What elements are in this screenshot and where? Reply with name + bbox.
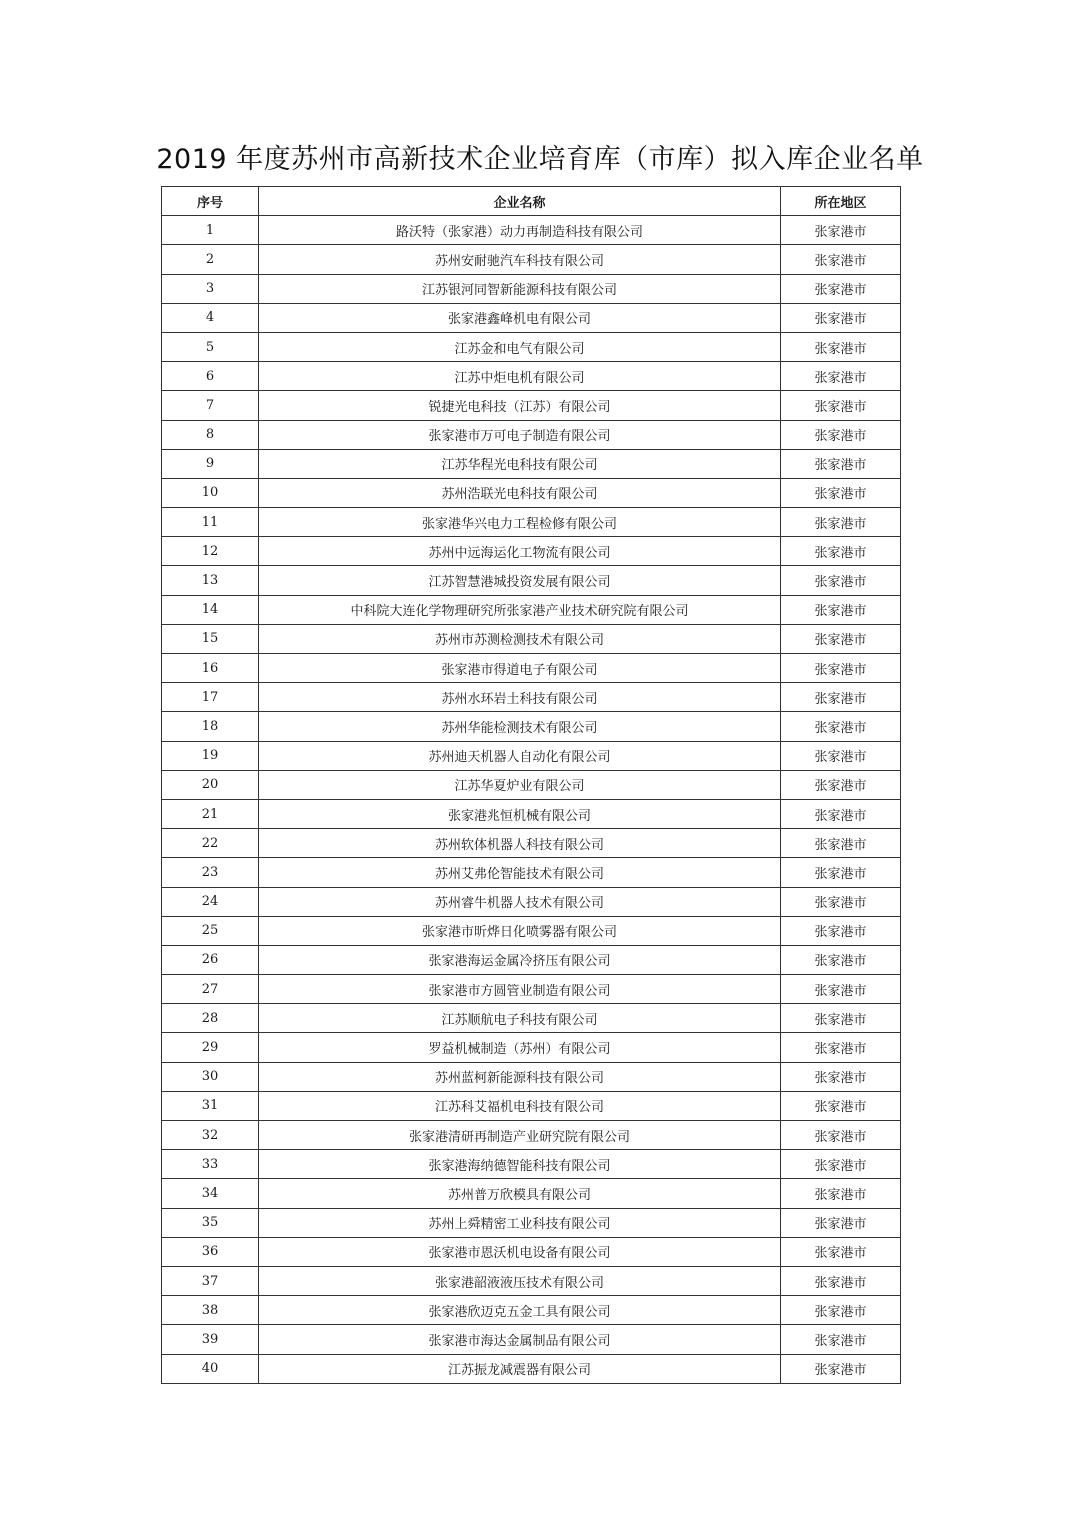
row-number-cell: 13	[162, 566, 259, 595]
enterprise-name-cell: 江苏金和电气有限公司	[259, 332, 781, 361]
enterprise-name-cell: 张家港市昕烨日化喷雾器有限公司	[259, 916, 781, 945]
table-row	[162, 741, 901, 770]
table-row	[162, 887, 901, 916]
row-number-cell: 22	[162, 829, 259, 858]
table-row	[162, 654, 901, 683]
region-cell: 张家港市	[781, 712, 901, 741]
enterprise-name-cell: 张家港清研再制造产业研究院有限公司	[259, 1121, 781, 1150]
row-number-cell: 1	[162, 216, 259, 245]
row-number-cell: 23	[162, 858, 259, 887]
row-number-cell: 35	[162, 1208, 259, 1237]
table-row	[162, 975, 901, 1004]
row-number-cell: 30	[162, 1062, 259, 1091]
enterprise-name-cell: 张家港韶液液压技术有限公司	[259, 1266, 781, 1295]
table-row	[162, 1004, 901, 1033]
region-cell: 张家港市	[781, 274, 901, 303]
table-row	[162, 537, 901, 566]
enterprise-name-cell: 苏州软体机器人科技有限公司	[259, 829, 781, 858]
table-row	[162, 683, 901, 712]
region-cell: 张家港市	[781, 566, 901, 595]
table-row	[162, 858, 901, 887]
enterprise-name-cell: 苏州中远海运化工物流有限公司	[259, 537, 781, 566]
table-row	[162, 1354, 901, 1383]
row-number-cell: 16	[162, 654, 259, 683]
table-header-row	[162, 187, 901, 216]
enterprise-name-cell: 江苏华程光电科技有限公司	[259, 449, 781, 478]
row-number-cell: 6	[162, 362, 259, 391]
enterprise-name-cell: 锐捷光电科技（江苏）有限公司	[259, 391, 781, 420]
row-number-cell: 25	[162, 916, 259, 945]
row-number-cell: 20	[162, 770, 259, 799]
column-header-name: 企业名称	[259, 187, 781, 216]
region-cell: 张家港市	[781, 975, 901, 1004]
region-cell: 张家港市	[781, 858, 901, 887]
table-row	[162, 799, 901, 828]
table-body	[162, 216, 901, 1384]
region-cell: 张家港市	[781, 1150, 901, 1179]
row-number-cell: 15	[162, 624, 259, 653]
enterprise-name-cell: 路沃特（张家港）动力再制造科技有限公司	[259, 216, 781, 245]
row-number-cell: 2	[162, 245, 259, 274]
row-number-cell: 4	[162, 303, 259, 332]
row-number-cell: 12	[162, 537, 259, 566]
enterprise-name-cell: 罗益机械制造（苏州）有限公司	[259, 1033, 781, 1062]
table-row	[162, 274, 901, 303]
region-cell: 张家港市	[781, 420, 901, 449]
row-number-cell: 10	[162, 478, 259, 507]
region-cell: 张家港市	[781, 916, 901, 945]
table-row	[162, 478, 901, 507]
region-cell: 张家港市	[781, 1237, 901, 1266]
enterprise-name-cell: 苏州上舜精密工业科技有限公司	[259, 1208, 781, 1237]
enterprise-name-cell: 江苏银河同智新能源科技有限公司	[259, 274, 781, 303]
table-row	[162, 1266, 901, 1295]
region-cell: 张家港市	[781, 683, 901, 712]
table-row	[162, 829, 901, 858]
region-cell: 张家港市	[781, 829, 901, 858]
row-number-cell: 39	[162, 1325, 259, 1354]
region-cell: 张家港市	[781, 945, 901, 974]
enterprise-name-cell: 张家港市恩沃机电设备有限公司	[259, 1237, 781, 1266]
row-number-cell: 9	[162, 449, 259, 478]
region-cell: 张家港市	[781, 1296, 901, 1325]
enterprise-name-cell: 苏州普万欣模具有限公司	[259, 1179, 781, 1208]
enterprise-name-cell: 苏州艾弗伦智能技术有限公司	[259, 858, 781, 887]
table-row	[162, 216, 901, 245]
region-cell: 张家港市	[781, 1179, 901, 1208]
region-cell: 张家港市	[781, 508, 901, 537]
table-row	[162, 391, 901, 420]
region-cell: 张家港市	[781, 332, 901, 361]
region-cell: 张家港市	[781, 1004, 901, 1033]
row-number-cell: 28	[162, 1004, 259, 1033]
region-cell: 张家港市	[781, 1033, 901, 1062]
region-cell: 张家港市	[781, 303, 901, 332]
row-number-cell: 33	[162, 1150, 259, 1179]
region-cell: 张家港市	[781, 362, 901, 391]
row-number-cell: 21	[162, 799, 259, 828]
region-cell: 张家港市	[781, 1121, 901, 1150]
row-number-cell: 17	[162, 683, 259, 712]
column-header-no: 序号	[162, 187, 259, 216]
table-row	[162, 1325, 901, 1354]
enterprise-name-cell: 张家港欣迈克五金工具有限公司	[259, 1296, 781, 1325]
enterprise-name-cell: 苏州睿牛机器人技术有限公司	[259, 887, 781, 916]
table-row	[162, 449, 901, 478]
enterprise-name-cell: 苏州安耐驰汽车科技有限公司	[259, 245, 781, 274]
table-row	[162, 1121, 901, 1150]
table-row	[162, 945, 901, 974]
row-number-cell: 5	[162, 332, 259, 361]
row-number-cell: 32	[162, 1121, 259, 1150]
column-header-region: 所在地区	[781, 187, 901, 216]
table-row	[162, 1296, 901, 1325]
table-row	[162, 332, 901, 361]
table-row	[162, 595, 901, 624]
table-row	[162, 1150, 901, 1179]
row-number-cell: 34	[162, 1179, 259, 1208]
region-cell: 张家港市	[781, 478, 901, 507]
table-row	[162, 1179, 901, 1208]
table-row	[162, 1208, 901, 1237]
table-row	[162, 1237, 901, 1266]
table-row	[162, 420, 901, 449]
row-number-cell: 24	[162, 887, 259, 916]
enterprise-name-cell: 张家港市得道电子有限公司	[259, 654, 781, 683]
row-number-cell: 27	[162, 975, 259, 1004]
table-row	[162, 770, 901, 799]
region-cell: 张家港市	[781, 887, 901, 916]
enterprise-name-cell: 张家港海纳德智能科技有限公司	[259, 1150, 781, 1179]
region-cell: 张家港市	[781, 624, 901, 653]
enterprise-name-cell: 苏州迪天机器人自动化有限公司	[259, 741, 781, 770]
table-row	[162, 508, 901, 537]
region-cell: 张家港市	[781, 1062, 901, 1091]
table-row	[162, 566, 901, 595]
enterprise-name-cell: 张家港市方圆管业制造有限公司	[259, 975, 781, 1004]
enterprise-name-cell: 江苏科艾福机电科技有限公司	[259, 1091, 781, 1120]
table-row	[162, 303, 901, 332]
region-cell: 张家港市	[781, 1266, 901, 1295]
document-title: 2019 年度苏州市高新技术企业培育库（市库）拟入库企业名单	[156, 144, 924, 175]
row-number-cell: 18	[162, 712, 259, 741]
region-cell: 张家港市	[781, 245, 901, 274]
table-row	[162, 916, 901, 945]
enterprise-name-cell: 苏州市苏测检测技术有限公司	[259, 624, 781, 653]
row-number-cell: 8	[162, 420, 259, 449]
row-number-cell: 14	[162, 595, 259, 624]
row-number-cell: 11	[162, 508, 259, 537]
row-number-cell: 29	[162, 1033, 259, 1062]
enterprise-name-cell: 江苏华夏炉业有限公司	[259, 770, 781, 799]
region-cell: 张家港市	[781, 1091, 901, 1120]
table-row	[162, 1033, 901, 1062]
enterprise-name-cell: 中科院大连化学物理研究所张家港产业技术研究院有限公司	[259, 595, 781, 624]
table-row	[162, 362, 901, 391]
enterprise-name-cell: 张家港海运金属冷挤压有限公司	[259, 945, 781, 974]
table-row	[162, 1062, 901, 1091]
table-row	[162, 245, 901, 274]
enterprise-name-cell: 张家港市万可电子制造有限公司	[259, 420, 781, 449]
row-number-cell: 31	[162, 1091, 259, 1120]
enterprise-name-cell: 张家港市海达金属制品有限公司	[259, 1325, 781, 1354]
table-row	[162, 624, 901, 653]
region-cell: 张家港市	[781, 770, 901, 799]
row-number-cell: 37	[162, 1266, 259, 1295]
enterprise-name-cell: 江苏智慧港城投资发展有限公司	[259, 566, 781, 595]
region-cell: 张家港市	[781, 391, 901, 420]
enterprise-name-cell: 苏州华能检测技术有限公司	[259, 712, 781, 741]
row-number-cell: 40	[162, 1354, 259, 1383]
region-cell: 张家港市	[781, 654, 901, 683]
row-number-cell: 38	[162, 1296, 259, 1325]
enterprise-name-cell: 张家港华兴电力工程检修有限公司	[259, 508, 781, 537]
table-row	[162, 712, 901, 741]
row-number-cell: 19	[162, 741, 259, 770]
region-cell: 张家港市	[781, 741, 901, 770]
enterprise-name-cell: 江苏振龙减震器有限公司	[259, 1354, 781, 1383]
row-number-cell: 36	[162, 1237, 259, 1266]
region-cell: 张家港市	[781, 449, 901, 478]
region-cell: 张家港市	[781, 1208, 901, 1237]
enterprise-name-cell: 江苏顺航电子科技有限公司	[259, 1004, 781, 1033]
region-cell: 张家港市	[781, 1354, 901, 1383]
row-number-cell: 3	[162, 274, 259, 303]
enterprise-name-cell: 张家港鑫峰机电有限公司	[259, 303, 781, 332]
enterprise-list-table	[161, 186, 901, 1384]
region-cell: 张家港市	[781, 216, 901, 245]
enterprise-name-cell: 苏州蓝柯新能源科技有限公司	[259, 1062, 781, 1091]
enterprise-name-cell: 苏州水环岩土科技有限公司	[259, 683, 781, 712]
region-cell: 张家港市	[781, 1325, 901, 1354]
row-number-cell: 26	[162, 945, 259, 974]
region-cell: 张家港市	[781, 799, 901, 828]
enterprise-name-cell: 苏州浩联光电科技有限公司	[259, 478, 781, 507]
table-row	[162, 1091, 901, 1120]
enterprise-name-cell: 张家港兆恒机械有限公司	[259, 799, 781, 828]
region-cell: 张家港市	[781, 595, 901, 624]
region-cell: 张家港市	[781, 537, 901, 566]
row-number-cell: 7	[162, 391, 259, 420]
enterprise-name-cell: 江苏中炬电机有限公司	[259, 362, 781, 391]
